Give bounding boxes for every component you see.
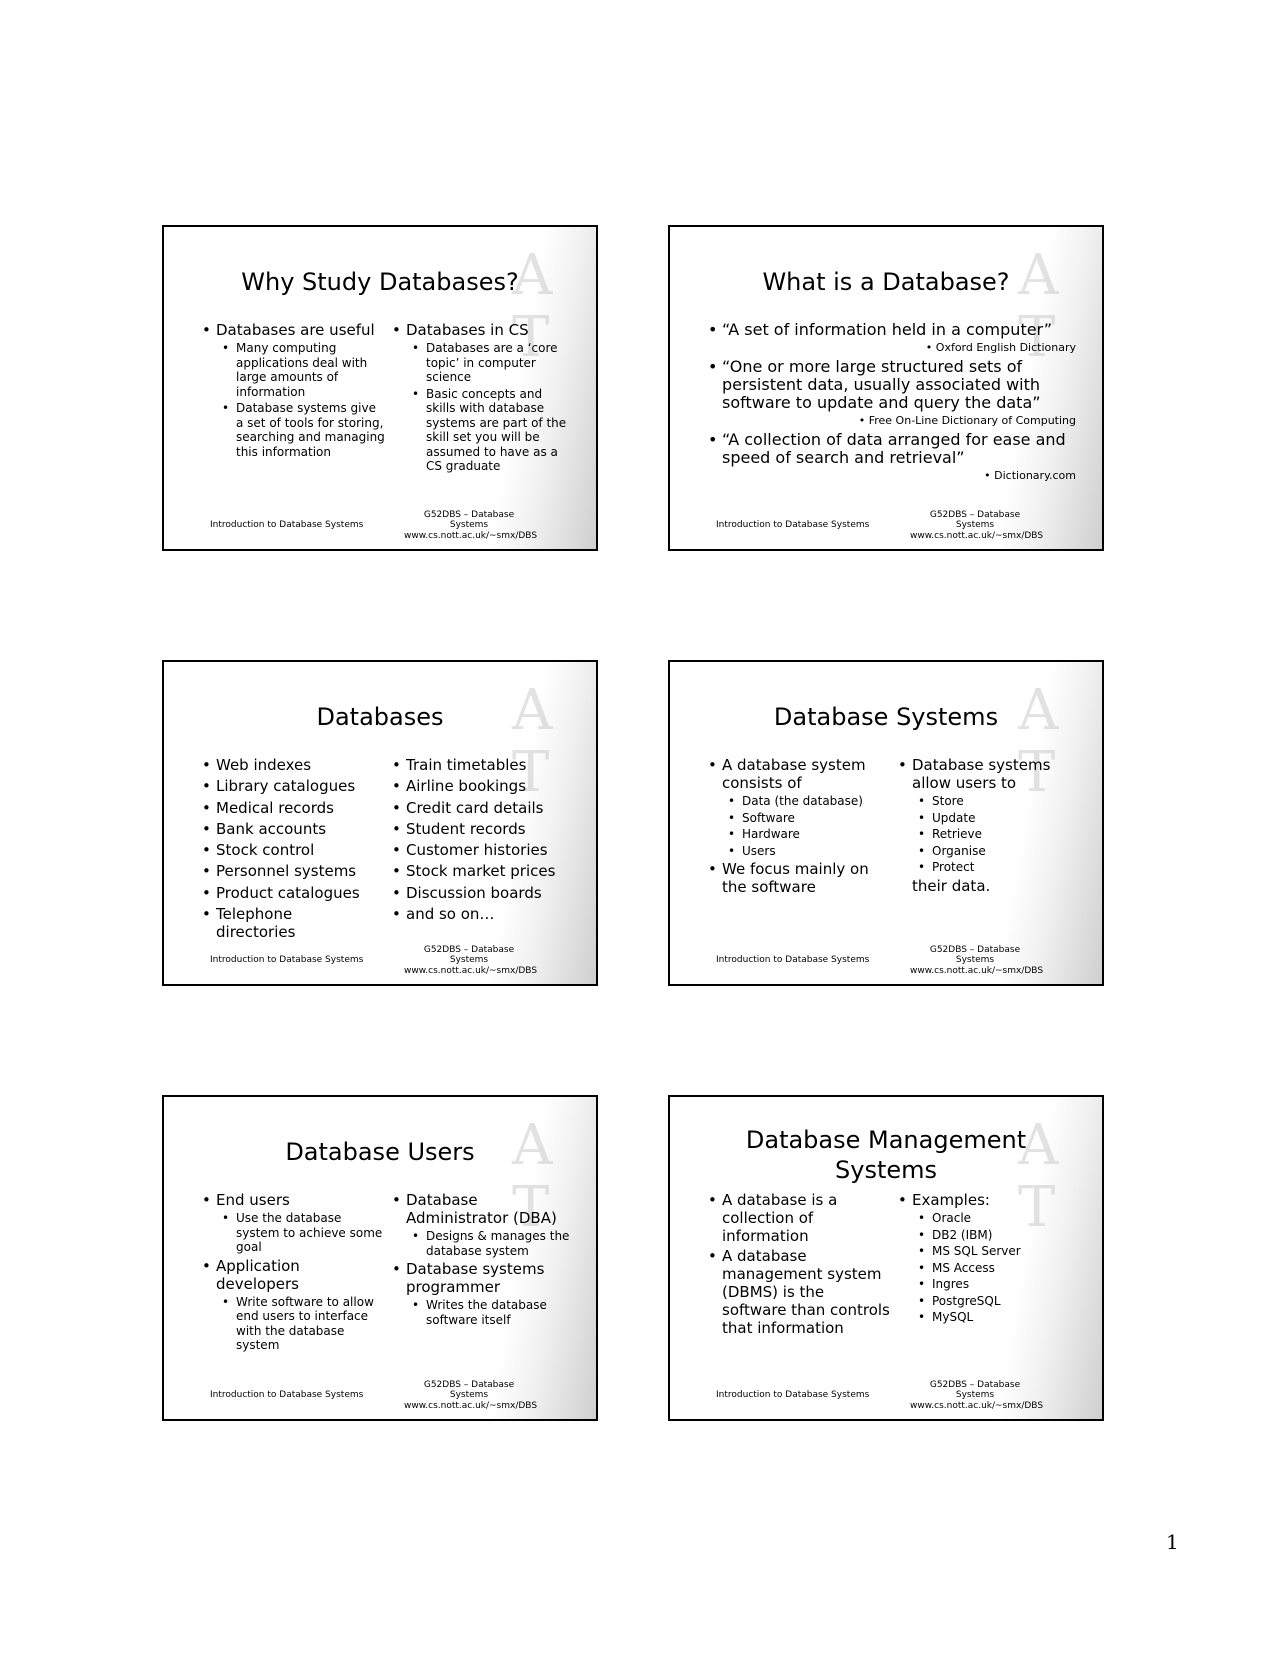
slide-watermark: A T (1018, 243, 1059, 370)
bullet-item: • Telephone directories (200, 905, 306, 941)
bullet-item: • Personnel systems (200, 862, 386, 880)
source-text: Dictionary.com (994, 469, 1076, 482)
slide-title: Database Management Systems (745, 1126, 1027, 1184)
slide-footer-left: Introduction to Database Systems (716, 955, 870, 965)
left-column (200, 1191, 386, 1355)
bullet-item: • Customer histories (390, 841, 570, 859)
slide-watermark: A T (1018, 1113, 1059, 1240)
bullet-item: • and so on… (390, 905, 570, 923)
slide-what-is-a-database (668, 225, 1104, 551)
sub-bullet-item: • Many computing applications deal with large amounts of information (218, 341, 386, 399)
quote-item: • “A collection of data arranged for ease and speed of search and retrieval” (706, 431, 1076, 467)
sub-bullet-item: • Ingres (914, 1277, 1076, 1292)
quote-item: • “A set of information held in a computer” (706, 321, 1076, 339)
sub-bullet-item: • Users (724, 844, 892, 859)
bullet-item: • Web indexes (200, 756, 386, 774)
bullet-item: • Stock market prices (390, 862, 570, 880)
sub-bullet-item: • Writes the database software itself (408, 1298, 570, 1327)
sub-bullet-item: • Protect (914, 860, 1076, 875)
slide-footer-left: Introduction to Database Systems (716, 1390, 870, 1400)
footer-course: G52DBS – Database Systems (929, 509, 1021, 530)
sub-bullet-item: • Retrieve (914, 827, 1076, 842)
footer-course: G52DBS – Database Systems (423, 1379, 515, 1400)
bullet-item: • Product catalogues (200, 884, 386, 902)
bullet-item: • Databases are useful (200, 321, 386, 339)
bullet-item: • Library catalogues (200, 777, 386, 795)
bullet-item: • Credit card details (390, 799, 570, 817)
right-column (390, 1191, 570, 1329)
sub-bullet-item: • Data (the database) (724, 794, 892, 809)
slide-watermark: A T (1018, 678, 1059, 805)
sub-bullet-item: • DB2 (IBM) (914, 1228, 1076, 1243)
slide-title: Databases (316, 703, 444, 731)
source-text: Free On-Line Dictionary of Computing (868, 414, 1076, 427)
slide-footer-left: Introduction to Database Systems (716, 520, 870, 530)
bullet-item: • A database management system (DBMS) is the software than controls that information (706, 1247, 892, 1337)
left-column (200, 756, 386, 943)
left-column (200, 321, 386, 461)
bullet-item: • Application developers (200, 1257, 386, 1293)
sub-bullet-item: • Database systems give a set of tools for storing, searching and managing this information (218, 401, 386, 459)
sub-bullet-item: • Write software to allow end users to interface with the database system (218, 1295, 386, 1353)
continuation-text: their data. (912, 876, 991, 895)
bullet-item: • Examples: (896, 1191, 1076, 1209)
left-column (706, 756, 892, 898)
right-column (896, 756, 1076, 895)
quote-source: • Oxford English Dictionary (925, 341, 1076, 354)
bullet-item: • Database systems programmer (390, 1260, 570, 1296)
slide-database-systems (668, 660, 1104, 986)
sub-bullet-item: • MySQL (914, 1310, 1076, 1325)
slide-watermark: A T (512, 1113, 553, 1240)
right-column (896, 1191, 1076, 1327)
bullet-item: • Databases in CS (390, 321, 570, 339)
bullet-item: • Bank accounts (200, 820, 386, 838)
footer-course: G52DBS – Database Systems (423, 944, 515, 965)
bullet-item: • Stock control (200, 841, 386, 859)
sub-bullet-item: • Basic concepts and skills with database systems are part of the skill set you will be assumed to have as a CS graduate (408, 387, 570, 474)
bullet-item: • Database systems allow users to (896, 756, 1076, 792)
bullet-item: • Discussion boards (390, 884, 570, 902)
slide-footer-right (910, 509, 1044, 542)
slide-footer-right (910, 944, 1044, 977)
right-column (390, 756, 570, 925)
left-column (706, 1191, 892, 1339)
sub-bullet-item: • Organise (914, 844, 1076, 859)
slide-footer-left: Introduction to Database Systems (210, 1390, 364, 1400)
quote-source: • Dictionary.com (984, 469, 1076, 482)
slide-title: Database Users (285, 1138, 475, 1166)
sub-bullet-item: • Databases are a ‘core topic’ in computer science (408, 341, 570, 385)
slide-watermark: A T (512, 243, 553, 370)
sub-bullet-item: • MS SQL Server (914, 1244, 1076, 1259)
bullet-item: • Medical records (200, 799, 386, 817)
footer-url: www.cs.nott.ac.uk/~smx/DBS (404, 965, 538, 976)
sub-bullet-item: • Store (914, 794, 1076, 809)
slide-database-management-systems (668, 1095, 1104, 1421)
quote-item: • “One or more large structured sets of persistent data, usually associated with software to update and query the data” (706, 358, 1076, 412)
footer-url: www.cs.nott.ac.uk/~smx/DBS (910, 530, 1044, 541)
sub-bullet-item: • Use the database system to achieve some goal (218, 1211, 386, 1255)
bullet-item: • Student records (390, 820, 570, 838)
slide-footer-left: Introduction to Database Systems (210, 520, 364, 530)
source-text: Oxford English Dictionary (935, 341, 1076, 354)
footer-url: www.cs.nott.ac.uk/~smx/DBS (910, 965, 1044, 976)
bullet-item: • Train timetables (390, 756, 570, 774)
slide-databases (162, 660, 598, 986)
bullet-item: • We focus mainly on the software (706, 860, 892, 896)
footer-url: www.cs.nott.ac.uk/~smx/DBS (404, 530, 538, 541)
sub-bullet-item: • Oracle (914, 1211, 1076, 1226)
slide-footer-right (404, 1379, 538, 1412)
sub-bullet-item: • Designs & manages the database system (408, 1229, 570, 1258)
bullet-item: • Airline bookings (390, 777, 570, 795)
footer-url: www.cs.nott.ac.uk/~smx/DBS (910, 1400, 1044, 1411)
slide-database-users (162, 1095, 598, 1421)
slide-title: What is a Database? (762, 268, 1010, 296)
bullet-item: • End users (200, 1191, 386, 1209)
slide-footer-right (404, 509, 538, 542)
page-number: 1 (1166, 1530, 1179, 1554)
sub-bullet-item: • Software (724, 811, 892, 826)
content-column (706, 321, 1076, 486)
footer-url: www.cs.nott.ac.uk/~smx/DBS (404, 1400, 538, 1411)
footer-course: G52DBS – Database Systems (423, 509, 515, 530)
slide-title: Database Systems (773, 703, 999, 731)
slide-footer-right (404, 944, 538, 977)
slide-watermark: A T (512, 678, 553, 805)
right-column (390, 321, 570, 476)
footer-course: G52DBS – Database Systems (929, 944, 1021, 965)
slide-why-study-databases (162, 225, 598, 551)
slide-footer-left: Introduction to Database Systems (210, 955, 364, 965)
footer-course: G52DBS – Database Systems (929, 1379, 1021, 1400)
sub-bullet-item: • MS Access (914, 1261, 1076, 1276)
slide-title: Why Study Databases? (241, 268, 519, 296)
sub-bullet-item: • PostgreSQL (914, 1294, 1076, 1309)
bullet-item: • A database system consists of (706, 756, 892, 792)
quote-source: • Free On-Line Dictionary of Computing (858, 414, 1076, 427)
sub-bullet-item: • Update (914, 811, 1076, 826)
slide-footer-right (910, 1379, 1044, 1412)
bullet-item: • Database Administrator (DBA) (390, 1191, 570, 1227)
bullet-item: • A database is a collection of information (706, 1191, 892, 1245)
sub-bullet-item: • Hardware (724, 827, 892, 842)
